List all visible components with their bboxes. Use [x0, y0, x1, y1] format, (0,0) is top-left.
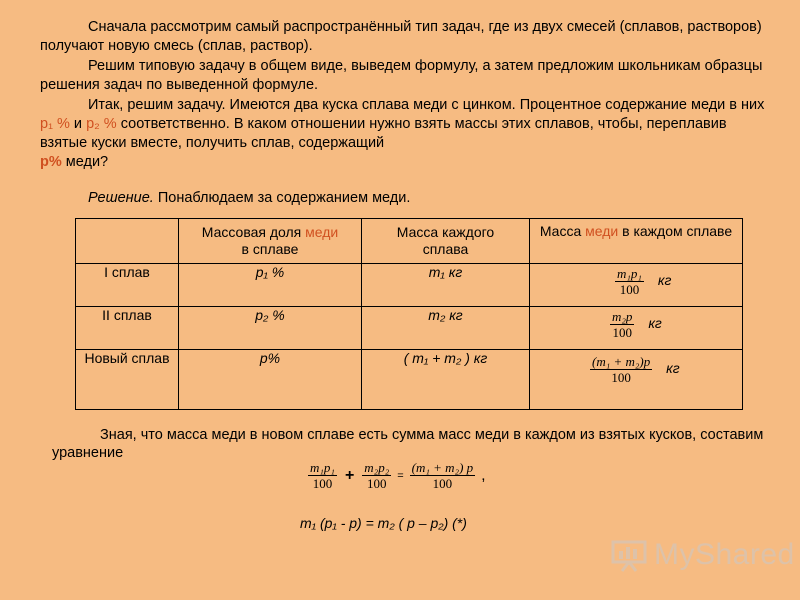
header-copper-mass: Масса меди в каждом сплаве — [530, 219, 743, 264]
copper-table — [75, 218, 743, 410]
p-highlight: p% — [40, 154, 62, 170]
copper-mass-cell: $\frac{\text{m₂p}}{100}$ кг — [530, 307, 743, 350]
table-header-row — [76, 219, 743, 264]
table-row — [76, 307, 743, 350]
share-cell: p₁ % — [179, 264, 362, 307]
solution-label: Решение. — [88, 190, 154, 206]
equation — [308, 460, 486, 491]
p1-highlight: p₁ % — [40, 116, 70, 132]
row-label: I сплав — [76, 264, 179, 307]
fraction-2: $\frac{\text{m₂p₂}}{100}$ — [364, 460, 390, 491]
mass-cell: m₁ кг — [362, 264, 530, 307]
fraction-1: $\frac{\text{m₁p₁}}{100}$ — [310, 460, 335, 491]
solution-text: Понаблюдаем за содержанием меди. — [157, 190, 411, 206]
plus-sign: + — [344, 466, 355, 484]
fraction: $\frac{\text{m₁p₁}}{100}$ — [617, 266, 642, 297]
watermark-text: MyShared — [654, 538, 795, 571]
watermark — [610, 538, 795, 572]
p2-highlight: p₂ % — [86, 116, 117, 132]
fraction: $\frac{\text{m₂p}}{100}$ — [612, 309, 633, 340]
header-mass: Масса каждого сплава — [362, 219, 530, 264]
intro-paragraph-2: Решим типовую задачу в общем виде, выведем формулу, а затем предложим школьникам образцы решения задач по выведенной формуле. — [40, 58, 763, 93]
equation-intro: Зная, что масса меди в новом сплаве есть сумма масс меди в каждом из взятых кусков, составим уравнение — [52, 427, 764, 461]
solution-line — [88, 190, 410, 206]
table-row — [76, 350, 743, 410]
final-equation: m₁ (p₁ - p) = m₂ ( p – p₂) (*) — [300, 515, 467, 531]
problem-text-a: Итак, решим задачу. Имеются два куска сплава меди с цинком. Процентное содержание меди в них — [88, 97, 765, 113]
problem-text-b: соответственно. В каком отношении нужно взять массы этих сплавов, чтобы, переплавив взятые куски вместе, получить сплав, содержащий — [40, 116, 727, 151]
equation-end: , — [481, 466, 486, 484]
table-row — [76, 264, 743, 307]
share-cell: p₂ % — [179, 307, 362, 350]
and-word: и — [73, 116, 83, 132]
intro-paragraph-3 — [40, 96, 770, 172]
fraction: $\frac{\text{(m₁ + m₂)p}}{100}$ — [592, 354, 651, 385]
equals-sign: = — [397, 469, 404, 482]
mass-cell: ( m₁ + m₂ ) кг — [362, 350, 530, 410]
header-empty-cell — [76, 219, 179, 264]
row-label: II сплав — [76, 307, 179, 350]
problem-text-c: меди? — [65, 154, 109, 170]
mass-cell: m₂ кг — [362, 307, 530, 350]
row-label: Новый сплав — [76, 350, 179, 410]
copper-mass-cell: $\frac{\text{m₁p₁}}{100}$ кг — [530, 264, 743, 307]
copper-mass-cell: $\frac{\text{(m₁ + m₂)p}}{100}$ кг — [530, 350, 743, 410]
intro-paragraph-1: Сначала рассмотрим самый распространённый тип задач, где из двух смесей (сплавов, растворов) получают новую смесь (сплав, раствор). — [40, 19, 762, 54]
presentation-icon — [610, 538, 648, 572]
share-cell: p% — [179, 350, 362, 410]
fraction-3: $\frac{\text{(m₁ + m₂) p}}{100}$ — [411, 460, 474, 491]
header-share: Массовая доля меди в сплаве — [179, 219, 362, 264]
